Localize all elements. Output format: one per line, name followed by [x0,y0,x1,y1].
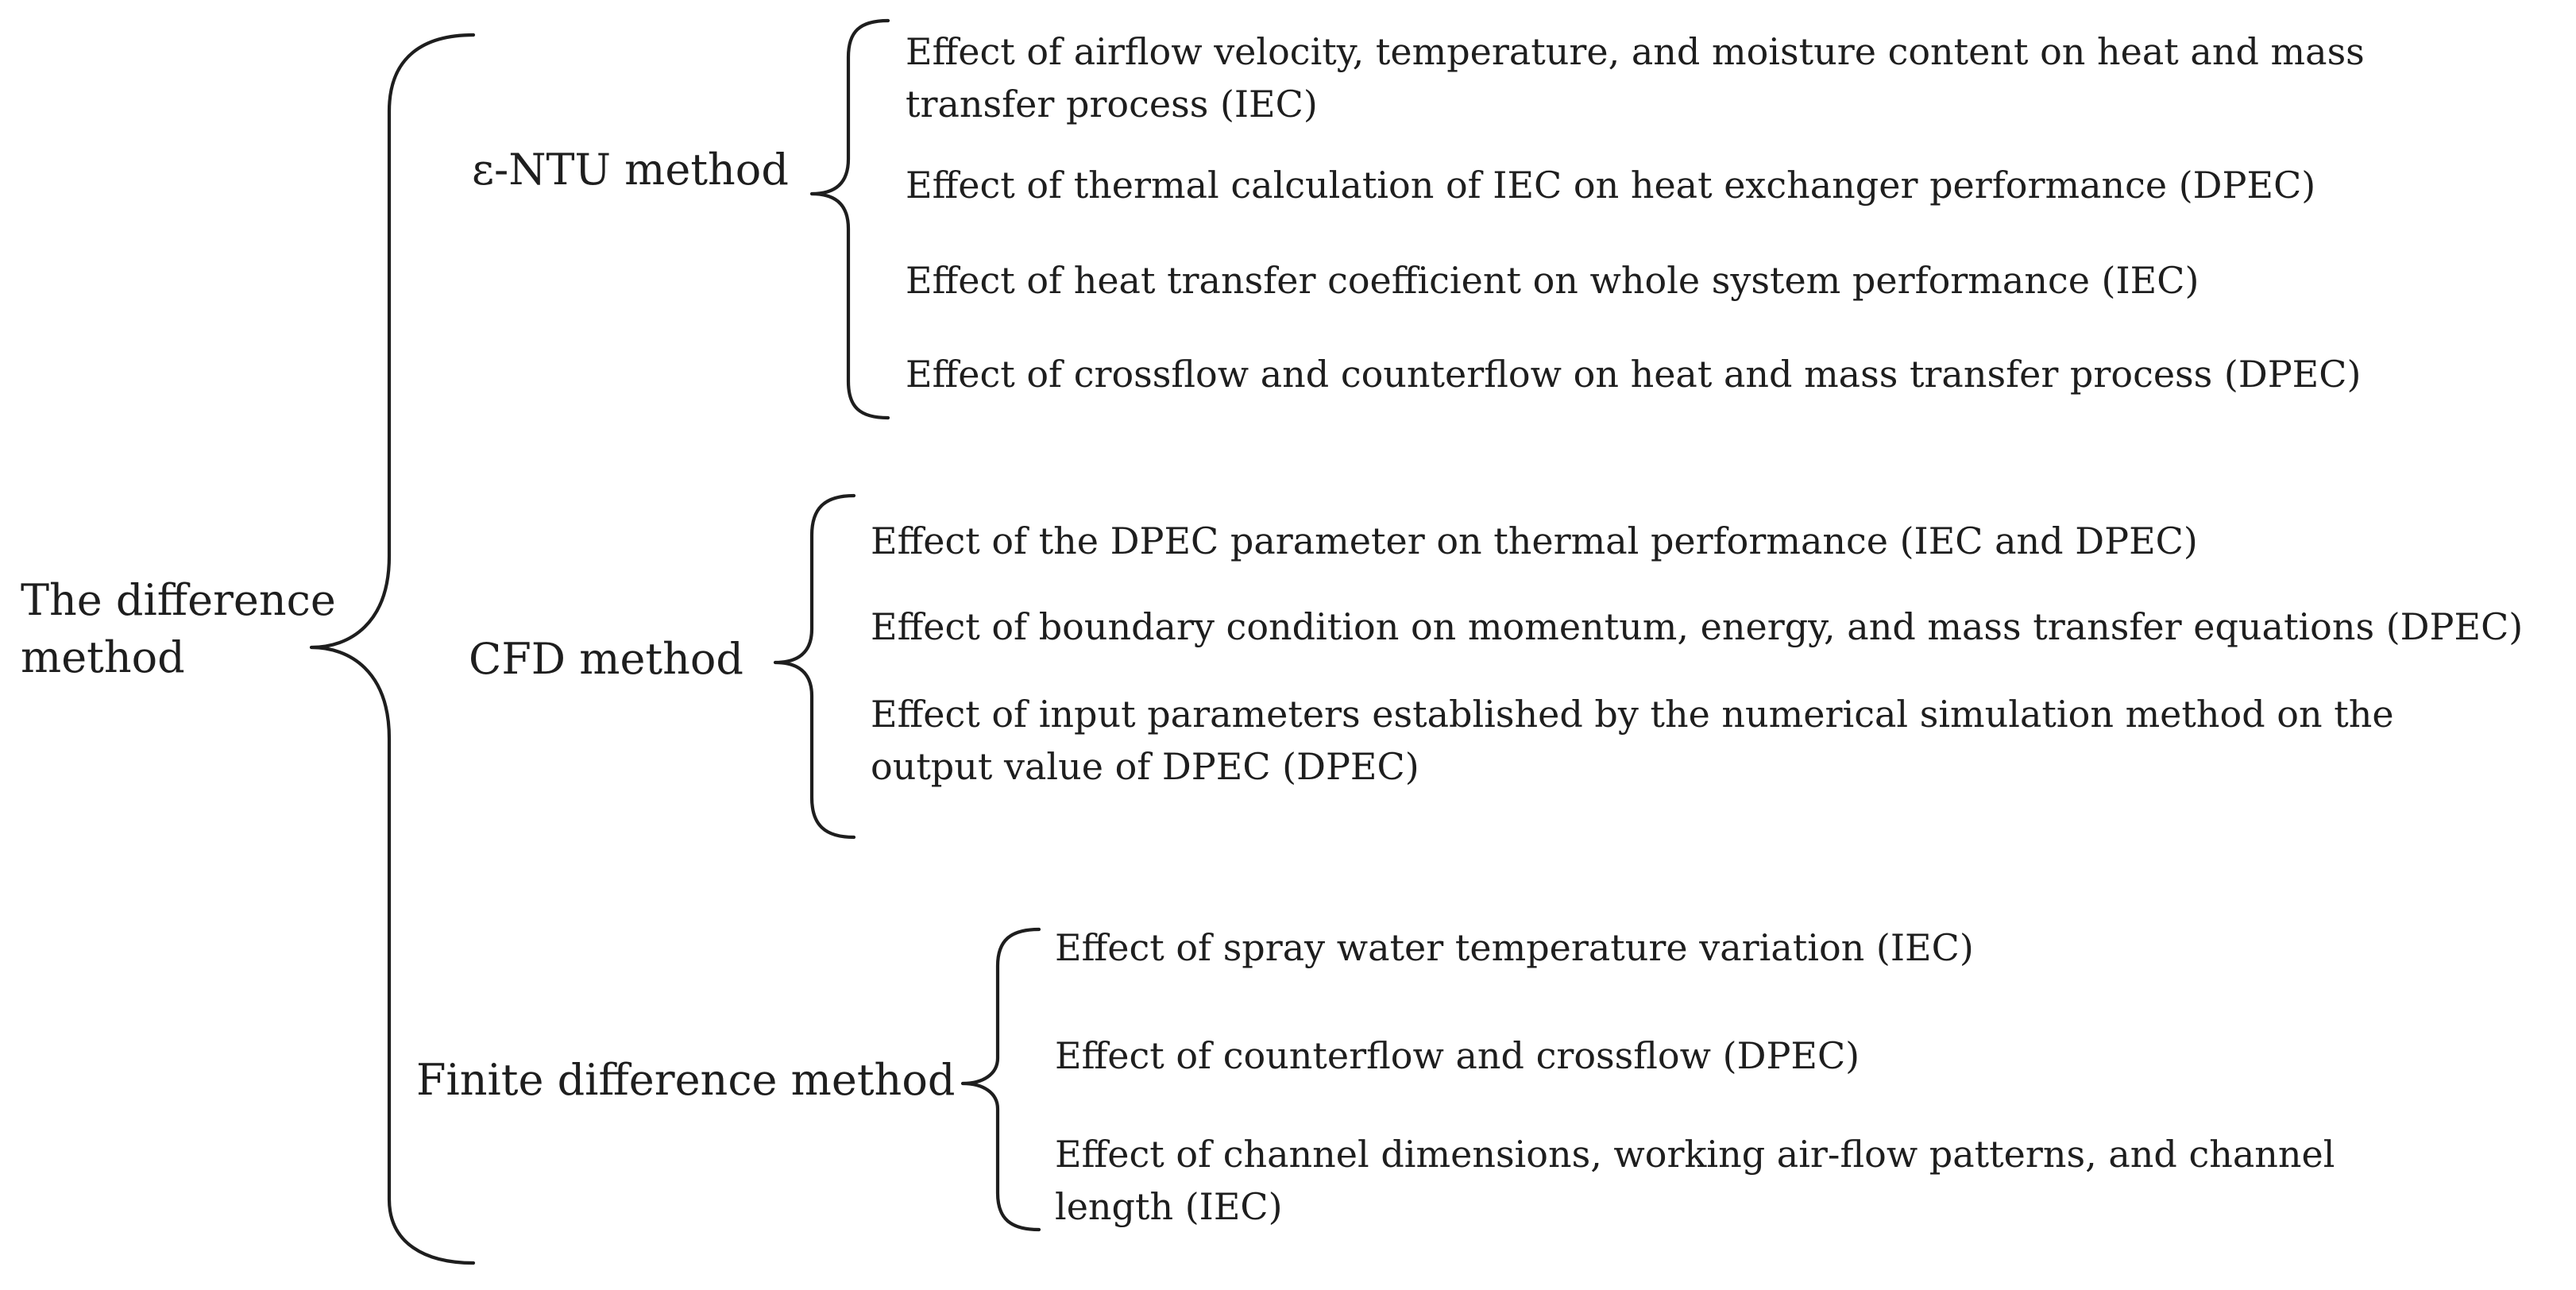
cfd-effect-3-line-2: output value of DPEC (DPEC) [871,745,1419,788]
fdm-effect-2: Effect of counterflow and crossflow (DPEC) [1055,1034,1860,1077]
entu-brace [812,21,888,418]
cfd-effect-1: Effect of the DPEC parameter on thermal performance (IEC and DPEC) [871,519,2198,562]
fdm-effect-3-line-2: length (IEC) [1055,1185,1283,1228]
fdm-brace [963,929,1039,1230]
entu-effect-2: Effect of thermal calculation of IEC on heat exchanger performance (DPEC) [906,164,2316,207]
cfd-effect-2: Effect of boundary condition on momentum, energy, and mass transfer equations (DPEC) [871,605,2524,648]
entu-effect-1 [906,25,2365,130]
entu-effect-1-line-2: transfer process (IEC) [906,83,1318,126]
fdm-effect-1: Effect of spray water temperature variation (IEC) [1055,926,1974,969]
cfd-brace [775,496,854,837]
root-label-line-2: method [21,632,185,682]
cfd-effect-3-line-1: Effect of input parameters established by the numerical simulation method on the [871,693,2394,736]
method-label-entu: ε-NTU method [472,145,789,195]
entu-effect-1-line-1: Effect of airflow velocity, temperature, and moisture content on heat and mass [906,30,2365,73]
root-label-line-1: The difference [21,575,336,625]
entu-effect-3: Effect of heat transfer coefficient on whole system performance (IEC) [906,259,2199,302]
fdm-effect-3 [1055,1128,2335,1233]
entu-effect-4: Effect of crossflow and counterflow on heat and mass transfer process (DPEC) [906,353,2362,396]
cfd-effect-3 [871,688,2394,793]
fdm-effect-3-line-1: Effect of channel dimensions, working air-flow patterns, and channel [1055,1133,2335,1176]
method-label-cfd: CFD method [469,634,743,684]
method-label-finite-difference: Finite difference method [416,1055,956,1105]
root-label [21,572,336,686]
